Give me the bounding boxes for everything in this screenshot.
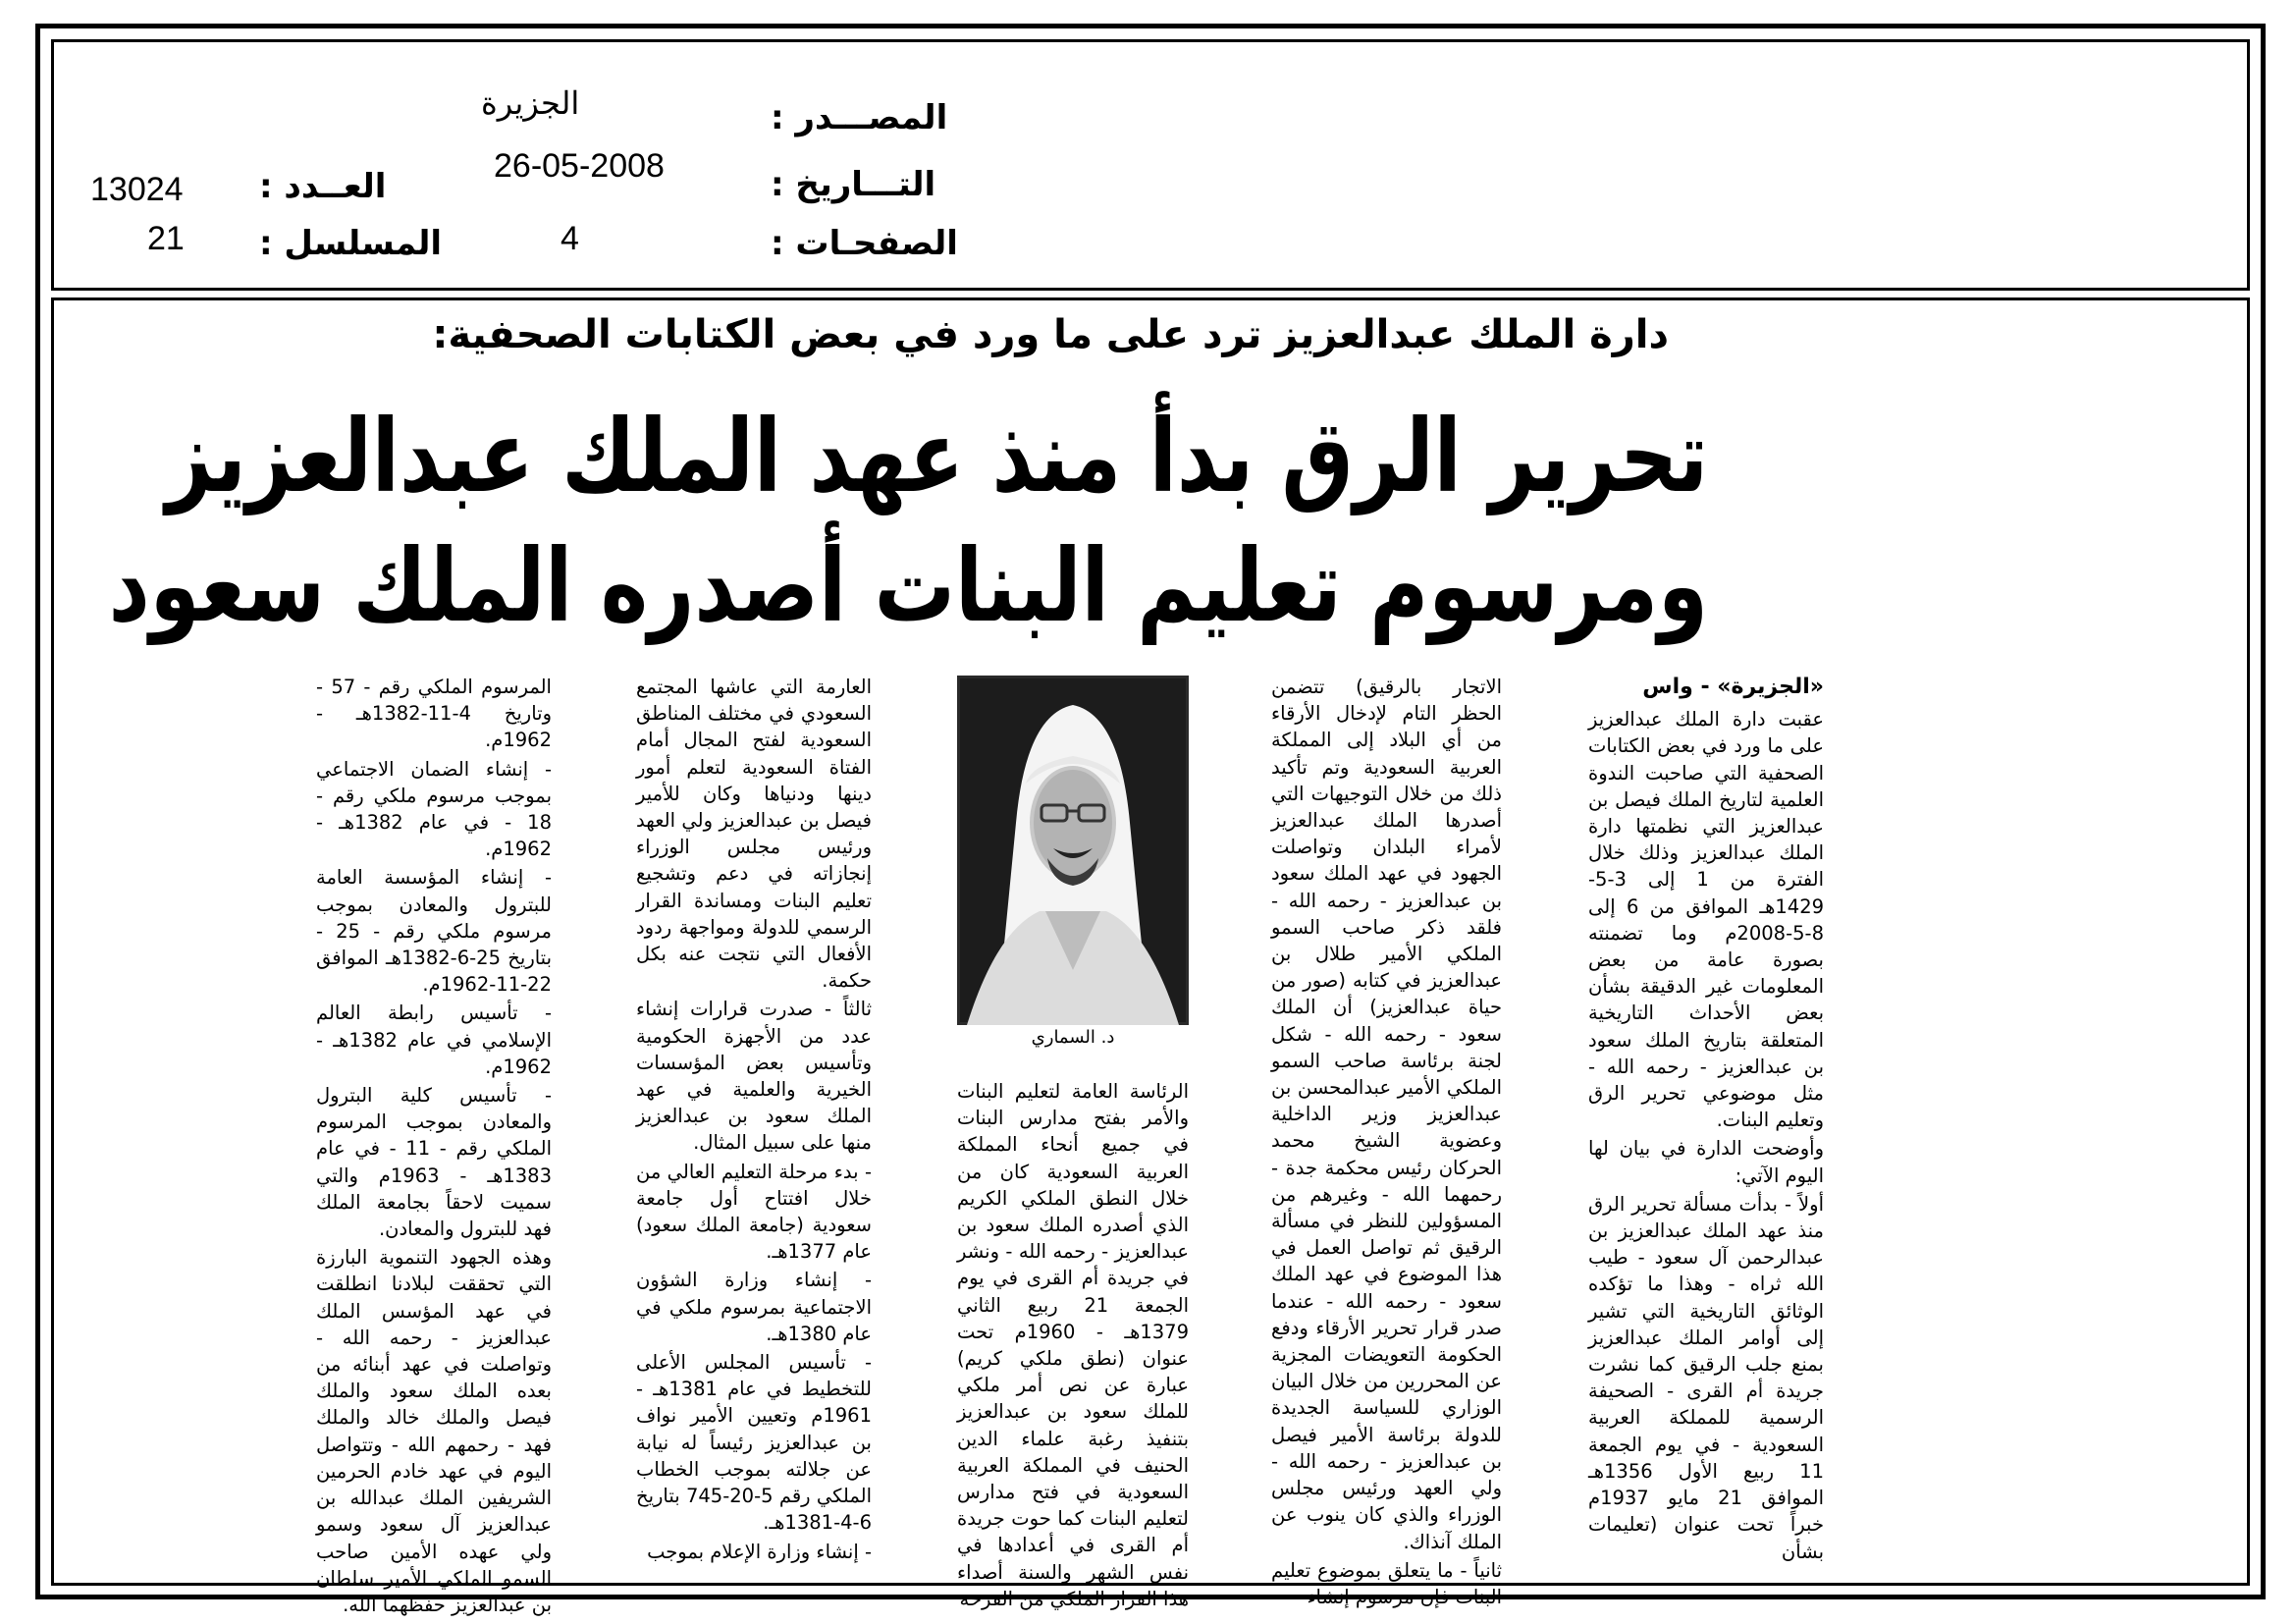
column-2-paragraph: الاتجار بالرقيق) تتضمن الحظر التام لإدخال الأرقاء من أي البلاد إلى المملكة العربية السعودية وتم تأكيد ذلك من خلال التوجيهات التي أصدرها الملك عبدالعزيز لأمراء البلدان وتواصلت الجهود في عهد الملك سعود بن عبدالعزيز - رحمه الله - فلقد ذكر صاحب السمو الملكي الأمير طلال بن عبدالعزيز في كتابه (صور من حياة عبدالعزيز) أن الملك سعود - رحمه الله - شكل لجنة برئاسة صاحب السمو الملكي الأمير عبدالمحسن بن عبدالعزيز وزير الداخلية وعضوية الشيخ محمد الحركان رئيس محكمة جدة - رحمهما الله - وغيرهم من المسؤولين للنظر في مسألة الرقيق ثم تواصل العمل في هذا الموضوع في عهد الملك سعود - رحمه الله - عندما صدر قرار تحرير الأرقاء ودفع الحكومة التعويضات المجزية عن المحررين من خلال البيان الوزاري للسياسة الجديدة للدولة برئاسة الأمير فيصل بن عبدالعزيز - رحمه الله - ولي العهد ورئيس مجلس الوزراء والذي كان ينوب عن الملك آنذاك. xyxy=(1271,676,1502,1553)
column-4-paragraph: - بدء مرحلة التعليم العالي من خلال افتتاح أول جامعة سعودية (جامعة الملك سعود) عام 1377هـ. xyxy=(636,1160,872,1264)
column-4-paragraph: - إنشاء وزارة الإعلام بموجب xyxy=(647,1540,872,1563)
source-label: المصـــدر : xyxy=(771,98,948,137)
headline-line-2: ومرسوم تعليم البنات أصدره الملك سعود xyxy=(108,528,1708,645)
article-column-4 xyxy=(636,674,872,1563)
article-column-5 xyxy=(316,674,553,1616)
column-5-paragraph: - تأسيس رابطة العالم الإسلامي في عام 1382هـ - 1962م. xyxy=(316,1001,553,1078)
photo-caption: د. السماري xyxy=(1031,1027,1115,1048)
headline-line-1: تحرير الرق بدأ منذ عهد الملك عبدالعزيز xyxy=(165,399,1708,515)
column-4-paragraph: - إنشاء وزارة الشؤون الاجتماعية بمرسوم ملكي في عام 1380هـ. xyxy=(636,1269,872,1345)
date-label: التـــاريخ : xyxy=(771,165,936,204)
column-3-paragraph: الرئاسة العامة لتعليم البنات والأمر بفتح مدارس البنات في جميع أنحاء المملكة العربية السعودية كان من خلال النطق الملكي الكريم الذي أصدره الملك سعود بن عبدالعزيز - رحمه الله - ونشر في جريدة أم القرى في يوم الجمعة 21 ربيع الثاني 1379هـ - 1960م تحت عنوان (نطق ملكي كريم) عبارة عن نص أمر ملكي للملك سعود بن عبدالعزيز بتنفيذ رغبة علماء الدين الحنيف في المملكة العربية السعودية في فتح مدارس لتعليم البنات كما حوت جريدة أم القرى في أعدادها في نفس الشهر والسنة أصداء هذا القرار الملكي من الفرحة xyxy=(957,1080,1190,1610)
column-5-paragraph: - إنشاء المؤسسة العامة للبترول والمعادن بموجب مرسوم ملكي رقم - 25 - بتاريخ 25-6-1382هـ الموافق 22-11-1962م. xyxy=(316,866,552,997)
column-5-paragraph: وهذه الجهود التنموية البارزة التي تحققت لبلادنا انطلقت في عهد المؤسس الملك عبدالعزيز - رحمه الله - وتواصلت في عهد أبنائه من بعده الملك سعود والملك فيصل والملك خالد والملك فهد - رحمهم الله - وتتواصل اليوم في عهد خادم الحرمين الشريفين الملك عبدالله بن عبدالعزيز آل سعود وسمو ولي عهده الأمين صاحب السمو الملكي الأمير سلطان بن عبدالعزيز حفظهما الله. xyxy=(316,1246,552,1616)
article-column-1 xyxy=(1588,674,1825,1563)
column-5-paragraph: - إنشاء الضمان الاجتماعي بموجب مرسوم ملكي رقم - 18 - في عام 1382هـ - 1962م. xyxy=(316,757,552,861)
serial-value: 21 xyxy=(147,220,185,257)
column-5-paragraph: - تأسيس كلية البترول والمعادن بموجب المرسوم الملكي رقم - 11 - في عام 1383هـ - 1963م والتي سميت لاحقاً بجامعة الملك فهد للبترول والمعادن. xyxy=(316,1084,552,1241)
source-value: الجزيرة xyxy=(481,85,580,121)
column-2-paragraph: ثانياً - ما يتعلق بموضوع تعليم البنات فإن مرسوم إنشاء xyxy=(1271,1558,1502,1608)
article-supertitle: دارة الملك عبدالعزيز ترد على ما ورد في بعض الكتابات الصحفية: xyxy=(432,312,1669,357)
portrait-photo xyxy=(957,676,1189,1025)
pages-label: الصفحـات : xyxy=(771,224,958,263)
issue-value: 13024 xyxy=(90,171,184,208)
pages-value: 4 xyxy=(561,220,579,257)
date-value: 26-05-2008 xyxy=(494,147,665,185)
column-4-paragraph: ثالثاً - صدرت قرارات إنشاء عدد من الأجهزة الحكومية وتأسيس بعض المؤسسات الخيرية والعلمية في عهد الملك سعود بن عبدالعزيز منها على سبيل المثال. xyxy=(636,998,872,1155)
column-5-paragraph: المرسوم الملكي رقم - 57 - وتاريخ 4-11-1382هـ - 1962م. xyxy=(316,676,553,752)
column-1-paragraph: عقبت دارة الملك عبدالعزيز على ما ورد في بعض الكتابات الصحفية التي صاحبت الندوة العلمية لتاريخ الملك فيصل بن عبدالعزيز التي نظمتها دارة الملك عبدالعزيز وذلك خلال الفترة من 1 إلى 3-5-1429هـ الموافق من 6 إلى 8-5-2008م وما تضمنته بصورة عامة من بعض المعلومات غير الدقيقة بشأن بعض الأحداث التاريخية المتعلقة بتاريخ الملك سعود بن عبدالعزيز - رحمه الله - مثل موضوعي تحرير الرق وتعليم البنات. xyxy=(1588,708,1825,1132)
column-4-paragraph: العارمة التي عاشها المجتمع السعودي في مختلف المناطق السعودية لفتح المجال أمام الفتاة السعودية لتعلم أمور دينها ودنياها وكان للأمير فيصل بن عبدالعزيز ولي العهد ورئيس مجلس الوزراء إنجازاته في دعم وتشجيع تعليم البنات ومساندة القرار الرسمي للدولة ومواجهة ردود الأفعال التي نتجت عنه بكل حكمة. xyxy=(636,676,872,993)
column-1-paragraph: أولاً - بدأت مسألة تحرير الرق منذ عهد الملك عبدالعزيز بن عبدالرحمن آل سعود - طيب الله ثراه - وهذا ما تؤكده الوثائق التاريخية التي تشير إلى أوامر الملك عبدالعزيز بمنع جلب الرقيق كما نشرت جريدة أم القرى - الصحيفة الرسمية للمملكة العربية السعودية - في يوم الجمعة 11 ربيع الأول 1356هـ الموافق 21 مايو 1937م خبراً تحت عنوان (تعليمات بشأن xyxy=(1588,1192,1824,1563)
column-1-paragraph: وأوضحت الدارة في بيان لها اليوم الآتي: xyxy=(1588,1137,1824,1187)
issue-label: العــدد : xyxy=(259,167,387,206)
article-column-2 xyxy=(1271,674,1502,1608)
portrait-illustration xyxy=(957,676,1189,1025)
serial-label: المسلسل : xyxy=(259,224,443,263)
column-4-paragraph: - تأسيس المجلس الأعلى للتخطيط في عام 1381هـ - 1961م وتعيين الأمير نواف بن عبدالعزيز رئيساً له نيابة عن جلالته بموجب الخطاب الملكي رقم 5-20-745 بتاريخ 6-4-1381هـ. xyxy=(636,1351,872,1535)
article-column-3 xyxy=(957,1078,1190,1610)
article-byline: «الجزيرة» - واس xyxy=(1642,675,1824,699)
